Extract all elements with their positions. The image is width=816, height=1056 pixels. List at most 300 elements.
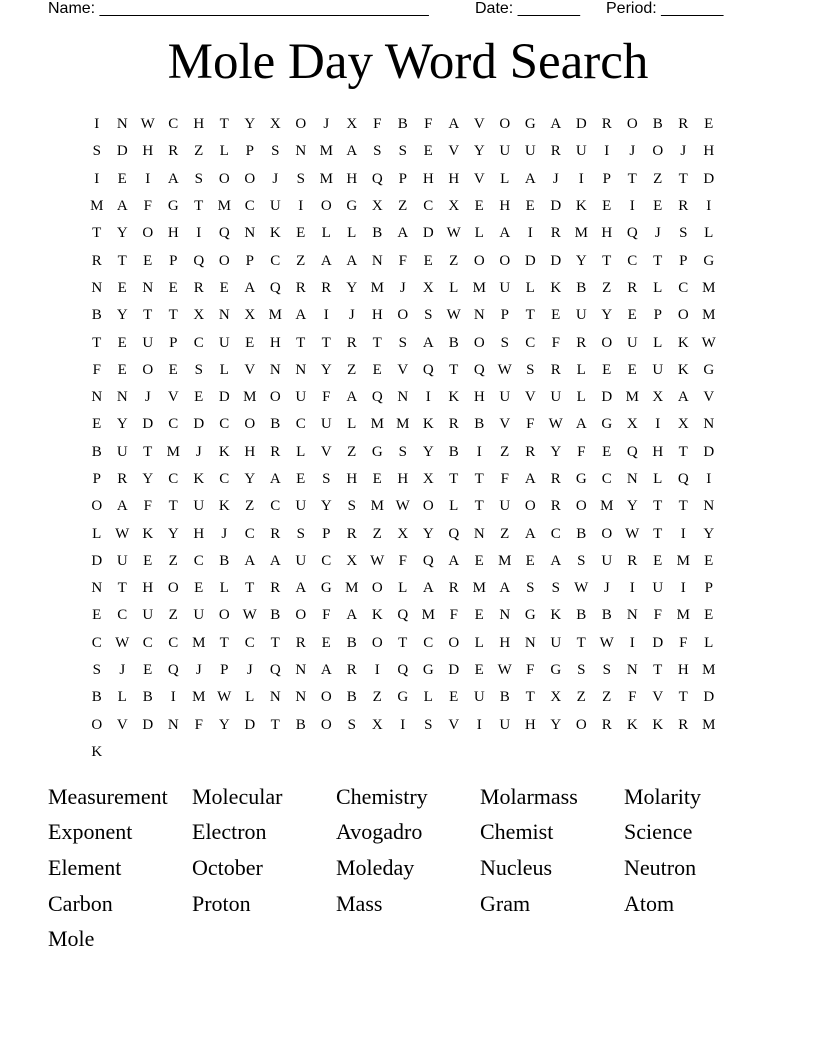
grid-letter[interactable]: A [346,143,358,160]
grid-letter[interactable]: R [550,471,561,487]
grid-letter[interactable]: M [166,443,180,460]
grid-letter[interactable]: S [500,334,509,351]
grid-letter[interactable]: F [679,634,688,651]
grid-letter[interactable]: O [473,334,485,351]
grid-letter[interactable]: Q [269,279,281,296]
grid-letter[interactable]: B [91,689,102,706]
grid-letter[interactable]: D [703,689,715,706]
grid-letter[interactable]: Z [500,525,510,542]
grid-letter[interactable]: Z [653,170,663,187]
grid-letter[interactable]: A [116,498,128,515]
grid-letter[interactable]: V [524,389,536,406]
grid-letter[interactable]: C [244,634,255,651]
grid-letter[interactable]: G [397,689,409,706]
grid-letter[interactable]: U [499,279,511,296]
grid-letter[interactable]: E [653,198,663,215]
grid-letter[interactable]: D [652,634,664,651]
grid-letter[interactable]: Q [371,389,383,406]
grid-letter[interactable]: U [193,498,205,515]
grid-letter[interactable]: B [448,334,459,351]
grid-letter[interactable]: I [94,116,100,133]
grid-letter[interactable]: U [550,389,562,406]
grid-letter[interactable]: W [140,116,155,133]
grid-letter[interactable]: I [706,471,712,487]
grid-letter[interactable]: E [602,198,612,215]
grid-letter[interactable]: I [527,225,533,242]
grid-letter[interactable]: E [168,279,178,296]
grid-letter[interactable]: O [677,307,689,324]
grid-letter[interactable]: O [601,525,613,542]
grid-letter[interactable]: B [397,116,408,133]
grid-letter[interactable]: K [218,443,230,460]
grid-letter[interactable]: Q [167,662,179,679]
grid-letter[interactable]: Q [397,662,409,679]
grid-letter[interactable]: M [702,662,716,679]
grid-letter[interactable]: I [94,170,100,187]
grid-letter[interactable]: H [346,471,358,487]
grid-letter[interactable]: P [169,334,178,351]
grid-letter[interactable]: I [323,307,329,324]
grid-letter[interactable]: O [371,580,383,597]
grid-letter[interactable]: U [116,552,128,569]
grid-letter[interactable]: F [322,607,331,624]
grid-letter[interactable]: C [142,634,153,651]
grid-letter[interactable]: I [578,170,584,187]
grid-letter[interactable]: N [473,525,485,542]
grid-letter[interactable]: X [448,198,460,215]
grid-letter[interactable]: F [143,198,152,215]
grid-letter[interactable]: T [168,307,178,324]
grid-letter[interactable]: T [653,498,663,515]
grid-letter[interactable]: P [398,170,407,187]
grid-letter[interactable]: W [115,634,130,651]
grid-letter[interactable]: P [245,252,254,269]
grid-letter[interactable]: M [702,279,716,296]
grid-letter[interactable]: V [652,689,664,706]
grid-letter[interactable]: J [195,662,202,679]
grid-letter[interactable]: C [423,634,434,651]
grid-letter[interactable]: R [168,143,179,160]
grid-letter[interactable]: W [574,580,589,597]
grid-letter[interactable]: A [524,471,536,487]
grid-letter[interactable]: L [117,689,127,706]
grid-letter[interactable]: H [371,307,383,324]
grid-letter[interactable]: H [142,143,154,160]
grid-letter[interactable]: I [629,634,635,651]
grid-letter[interactable]: T [627,170,637,187]
grid-letter[interactable]: T [474,471,484,487]
grid-letter[interactable]: O [371,634,383,651]
grid-letter[interactable]: S [551,580,560,597]
grid-letter[interactable]: V [703,389,715,406]
grid-letter[interactable]: D [116,143,128,160]
grid-letter[interactable]: K [269,225,281,242]
grid-letter[interactable]: D [448,662,460,679]
grid-letter[interactable]: I [425,389,431,406]
grid-letter[interactable]: R [601,116,612,133]
grid-letter[interactable]: Y [320,361,332,378]
grid-letter[interactable]: W [395,498,410,515]
grid-letter[interactable]: Y [167,525,179,542]
grid-letter[interactable]: K [91,743,103,760]
grid-letter[interactable]: U [575,307,587,324]
grid-letter[interactable]: W [217,689,232,706]
grid-letter[interactable]: A [295,307,307,324]
grid-letter[interactable]: T [143,307,153,324]
grid-letter[interactable]: L [704,634,714,651]
grid-letter[interactable]: M [319,143,333,160]
grid-letter[interactable]: R [601,716,612,733]
grid-letter[interactable]: O [167,580,179,597]
grid-letter[interactable]: M [472,279,486,296]
grid-letter[interactable]: A [550,116,562,133]
grid-letter[interactable]: E [92,607,102,624]
grid-letter[interactable]: J [221,525,228,542]
grid-letter[interactable]: O [142,225,154,242]
grid-letter[interactable]: T [219,116,229,133]
grid-letter[interactable]: A [422,580,434,597]
grid-letter[interactable]: Y [218,716,230,733]
grid-letter[interactable]: R [525,443,536,460]
grid-letter[interactable]: H [601,225,613,242]
grid-letter[interactable]: E [474,607,484,624]
grid-letter[interactable]: S [92,662,101,679]
grid-letter[interactable]: Z [168,552,178,569]
grid-letter[interactable]: O [652,143,664,160]
grid-letter[interactable]: X [193,307,205,324]
grid-letter[interactable]: W [497,361,512,378]
grid-letter[interactable]: L [653,279,663,296]
grid-letter[interactable]: I [374,662,380,679]
grid-letter[interactable]: B [91,307,102,324]
grid-letter[interactable]: Q [448,525,460,542]
grid-letter[interactable]: G [703,361,715,378]
grid-letter[interactable]: F [526,416,535,433]
grid-letter[interactable]: R [627,552,638,569]
grid-letter[interactable]: O [320,689,332,706]
grid-letter[interactable]: O [575,716,587,733]
grid-letter[interactable]: I [604,143,610,160]
grid-letter[interactable]: P [679,252,688,269]
grid-letter[interactable]: Z [245,498,255,515]
grid-letter[interactable]: W [497,662,512,679]
grid-letter[interactable]: K [142,525,154,542]
grid-letter[interactable]: K [218,498,230,515]
grid-letter[interactable]: N [295,689,307,706]
grid-letter[interactable]: X [346,552,358,569]
grid-letter[interactable]: R [193,279,204,296]
grid-letter[interactable]: N [703,498,715,515]
grid-letter[interactable]: C [219,471,230,487]
grid-letter[interactable]: W [625,525,640,542]
grid-letter[interactable]: Z [296,252,306,269]
grid-letter[interactable]: R [576,334,587,351]
grid-letter[interactable]: T [117,252,127,269]
grid-letter[interactable]: D [550,252,562,269]
grid-letter[interactable]: B [91,443,102,460]
grid-letter[interactable]: N [167,716,179,733]
grid-letter[interactable]: U [499,143,511,160]
grid-letter[interactable]: H [346,170,358,187]
grid-letter[interactable]: V [244,361,256,378]
grid-letter[interactable]: Z [500,443,510,460]
grid-letter[interactable]: N [244,225,256,242]
grid-letter[interactable]: A [295,580,307,597]
grid-letter[interactable]: E [92,416,102,433]
grid-letter[interactable]: V [397,361,409,378]
grid-letter[interactable]: F [373,116,382,133]
grid-letter[interactable]: H [677,662,689,679]
grid-letter[interactable]: F [194,716,203,733]
grid-letter[interactable]: R [550,225,561,242]
grid-letter[interactable]: X [397,525,409,542]
grid-letter[interactable]: V [473,170,485,187]
grid-letter[interactable]: Y [244,116,256,133]
grid-letter[interactable]: R [321,279,332,296]
grid-letter[interactable]: O [320,716,332,733]
grid-letter[interactable]: G [320,580,332,597]
grid-letter[interactable]: W [242,607,257,624]
grid-letter[interactable]: C [168,634,179,651]
grid-letter[interactable]: E [372,361,382,378]
grid-letter[interactable]: S [526,580,535,597]
grid-letter[interactable]: B [346,689,357,706]
grid-letter[interactable]: Z [372,525,382,542]
grid-letter[interactable]: G [550,662,562,679]
grid-letter[interactable]: U [295,389,307,406]
grid-letter[interactable]: T [117,580,127,597]
grid-letter[interactable]: U [601,552,613,569]
grid-letter[interactable]: U [550,634,562,651]
grid-letter[interactable]: W [446,307,461,324]
grid-letter[interactable]: O [91,716,103,733]
date-field-label[interactable]: Date: _______ [475,0,580,17]
grid-letter[interactable]: K [193,471,205,487]
grid-letter[interactable]: O [422,498,434,515]
grid-letter[interactable]: I [476,443,482,460]
grid-letter[interactable]: C [321,552,332,569]
grid-letter[interactable]: E [117,334,127,351]
grid-letter[interactable]: A [320,662,332,679]
grid-letter[interactable]: I [400,716,406,733]
grid-letter[interactable]: G [346,198,358,215]
grid-letter[interactable]: G [371,443,383,460]
grid-letter[interactable]: U [499,389,511,406]
grid-letter[interactable]: O [218,252,230,269]
grid-letter[interactable]: R [448,416,459,433]
grid-letter[interactable]: Y [575,252,587,269]
grid-letter[interactable]: X [677,416,689,433]
grid-letter[interactable]: M [676,552,690,569]
grid-letter[interactable]: Z [168,607,178,624]
grid-letter[interactable]: B [576,607,587,624]
grid-letter[interactable]: N [499,607,511,624]
grid-letter[interactable]: H [269,334,281,351]
grid-letter[interactable]: T [678,443,688,460]
grid-letter[interactable]: X [422,471,434,487]
grid-letter[interactable]: L [423,689,433,706]
grid-letter[interactable]: E [474,552,484,569]
grid-letter[interactable]: I [476,716,482,733]
grid-letter[interactable]: P [602,170,611,187]
grid-letter[interactable]: Q [626,225,638,242]
grid-letter[interactable]: L [474,634,484,651]
grid-letter[interactable]: F [92,361,101,378]
grid-letter[interactable]: O [295,116,307,133]
grid-letter[interactable]: Z [347,443,357,460]
grid-letter[interactable]: E [143,662,153,679]
grid-letter[interactable]: T [270,716,280,733]
grid-letter[interactable]: C [244,198,255,215]
grid-letter[interactable]: B [270,416,281,433]
grid-letter[interactable]: T [92,225,102,242]
grid-letter[interactable]: E [653,552,663,569]
grid-letter[interactable]: T [372,334,382,351]
grid-letter[interactable]: K [677,361,689,378]
grid-letter[interactable]: E [296,225,306,242]
grid-letter[interactable]: F [577,443,586,460]
grid-letter[interactable]: N [142,279,154,296]
grid-letter[interactable]: G [524,607,536,624]
grid-letter[interactable]: U [652,361,664,378]
name-field-label[interactable]: Name: _____________________________________ [48,0,429,17]
grid-letter[interactable]: Y [142,471,154,487]
grid-letter[interactable]: D [91,552,103,569]
grid-letter[interactable]: W [548,416,563,433]
grid-letter[interactable]: I [629,580,635,597]
grid-letter[interactable]: X [422,279,434,296]
grid-letter[interactable]: K [677,334,689,351]
grid-letter[interactable]: Q [422,552,434,569]
grid-letter[interactable]: T [525,307,535,324]
grid-letter[interactable]: Y [320,498,332,515]
grid-letter[interactable]: S [373,143,382,160]
grid-letter[interactable]: I [298,198,304,215]
grid-letter[interactable]: K [448,389,460,406]
grid-letter[interactable]: L [576,389,586,406]
grid-letter[interactable]: Q [371,170,383,187]
grid-letter[interactable]: A [167,170,179,187]
grid-letter[interactable]: M [600,498,614,515]
grid-letter[interactable]: G [167,198,179,215]
grid-letter[interactable]: T [474,498,484,515]
grid-letter[interactable]: C [601,471,612,487]
grid-letter[interactable]: U [652,580,664,597]
grid-letter[interactable]: S [424,716,433,733]
grid-letter[interactable]: M [498,552,512,569]
grid-letter[interactable]: M [243,389,257,406]
grid-letter[interactable]: W [446,225,461,242]
grid-letter[interactable]: A [244,279,256,296]
grid-letter[interactable]: B [576,279,587,296]
grid-letter[interactable]: X [371,716,383,733]
grid-letter[interactable]: C [550,525,561,542]
grid-letter[interactable]: E [551,307,561,324]
grid-letter[interactable]: T [219,634,229,651]
grid-letter[interactable]: A [448,552,460,569]
grid-letter[interactable]: V [448,143,460,160]
grid-letter[interactable]: I [706,198,712,215]
grid-letter[interactable]: E [143,252,153,269]
grid-letter[interactable]: Y [116,307,128,324]
grid-letter[interactable]: O [448,634,460,651]
grid-letter[interactable]: Q [626,443,638,460]
grid-letter[interactable]: E [194,580,204,597]
grid-letter[interactable]: J [272,170,279,187]
grid-letter[interactable]: T [602,252,612,269]
grid-letter[interactable]: I [196,225,202,242]
grid-letter[interactable]: J [680,143,687,160]
grid-letter[interactable]: I [655,416,661,433]
grid-letter[interactable]: T [92,334,102,351]
grid-letter[interactable]: S [679,225,688,242]
grid-letter[interactable]: S [602,662,611,679]
grid-letter[interactable]: K [626,716,638,733]
grid-letter[interactable]: R [627,279,638,296]
grid-letter[interactable]: A [499,580,511,597]
grid-letter[interactable]: V [499,416,511,433]
grid-letter[interactable]: S [347,716,356,733]
grid-letter[interactable]: Y [346,279,358,296]
grid-letter[interactable]: Y [422,525,434,542]
grid-letter[interactable]: C [91,634,102,651]
grid-letter[interactable]: B [448,443,459,460]
grid-letter[interactable]: P [704,580,713,597]
grid-letter[interactable]: I [680,580,686,597]
grid-letter[interactable]: Z [347,361,357,378]
grid-letter[interactable]: S [347,498,356,515]
grid-letter[interactable]: V [448,716,460,733]
grid-letter[interactable]: O [320,198,332,215]
grid-letter[interactable]: S [194,361,203,378]
grid-letter[interactable]: H [193,116,205,133]
grid-letter[interactable]: N [626,607,638,624]
grid-letter[interactable]: N [269,361,281,378]
grid-letter[interactable]: U [626,334,638,351]
grid-letter[interactable]: E [423,143,433,160]
grid-letter[interactable]: A [346,607,358,624]
grid-letter[interactable]: C [168,471,179,487]
grid-letter[interactable]: D [575,116,587,133]
grid-letter[interactable]: J [119,662,126,679]
grid-letter[interactable]: P [500,307,509,324]
grid-letter[interactable]: O [473,252,485,269]
grid-letter[interactable]: H [397,471,409,487]
grid-letter[interactable]: A [575,416,587,433]
grid-letter[interactable]: M [268,307,282,324]
grid-letter[interactable]: N [116,116,128,133]
grid-letter[interactable]: S [577,662,586,679]
grid-letter[interactable]: W [115,525,130,542]
grid-letter[interactable]: S [398,143,407,160]
grid-letter[interactable]: T [143,443,153,460]
grid-letter[interactable]: N [397,389,409,406]
period-field-label[interactable]: Period: _______ [606,0,724,17]
grid-letter[interactable]: P [169,252,178,269]
grid-letter[interactable]: B [270,607,281,624]
grid-letter[interactable]: Q [677,471,689,487]
grid-letter[interactable]: L [219,361,229,378]
grid-letter[interactable]: S [424,307,433,324]
grid-letter[interactable]: E [245,334,255,351]
grid-letter[interactable]: E [704,116,714,133]
grid-letter[interactable]: U [524,143,536,160]
grid-letter[interactable]: U [575,143,587,160]
grid-letter[interactable]: W [701,334,716,351]
grid-letter[interactable]: Y [601,307,613,324]
grid-letter[interactable]: L [296,443,306,460]
grid-letter[interactable]: J [552,170,559,187]
